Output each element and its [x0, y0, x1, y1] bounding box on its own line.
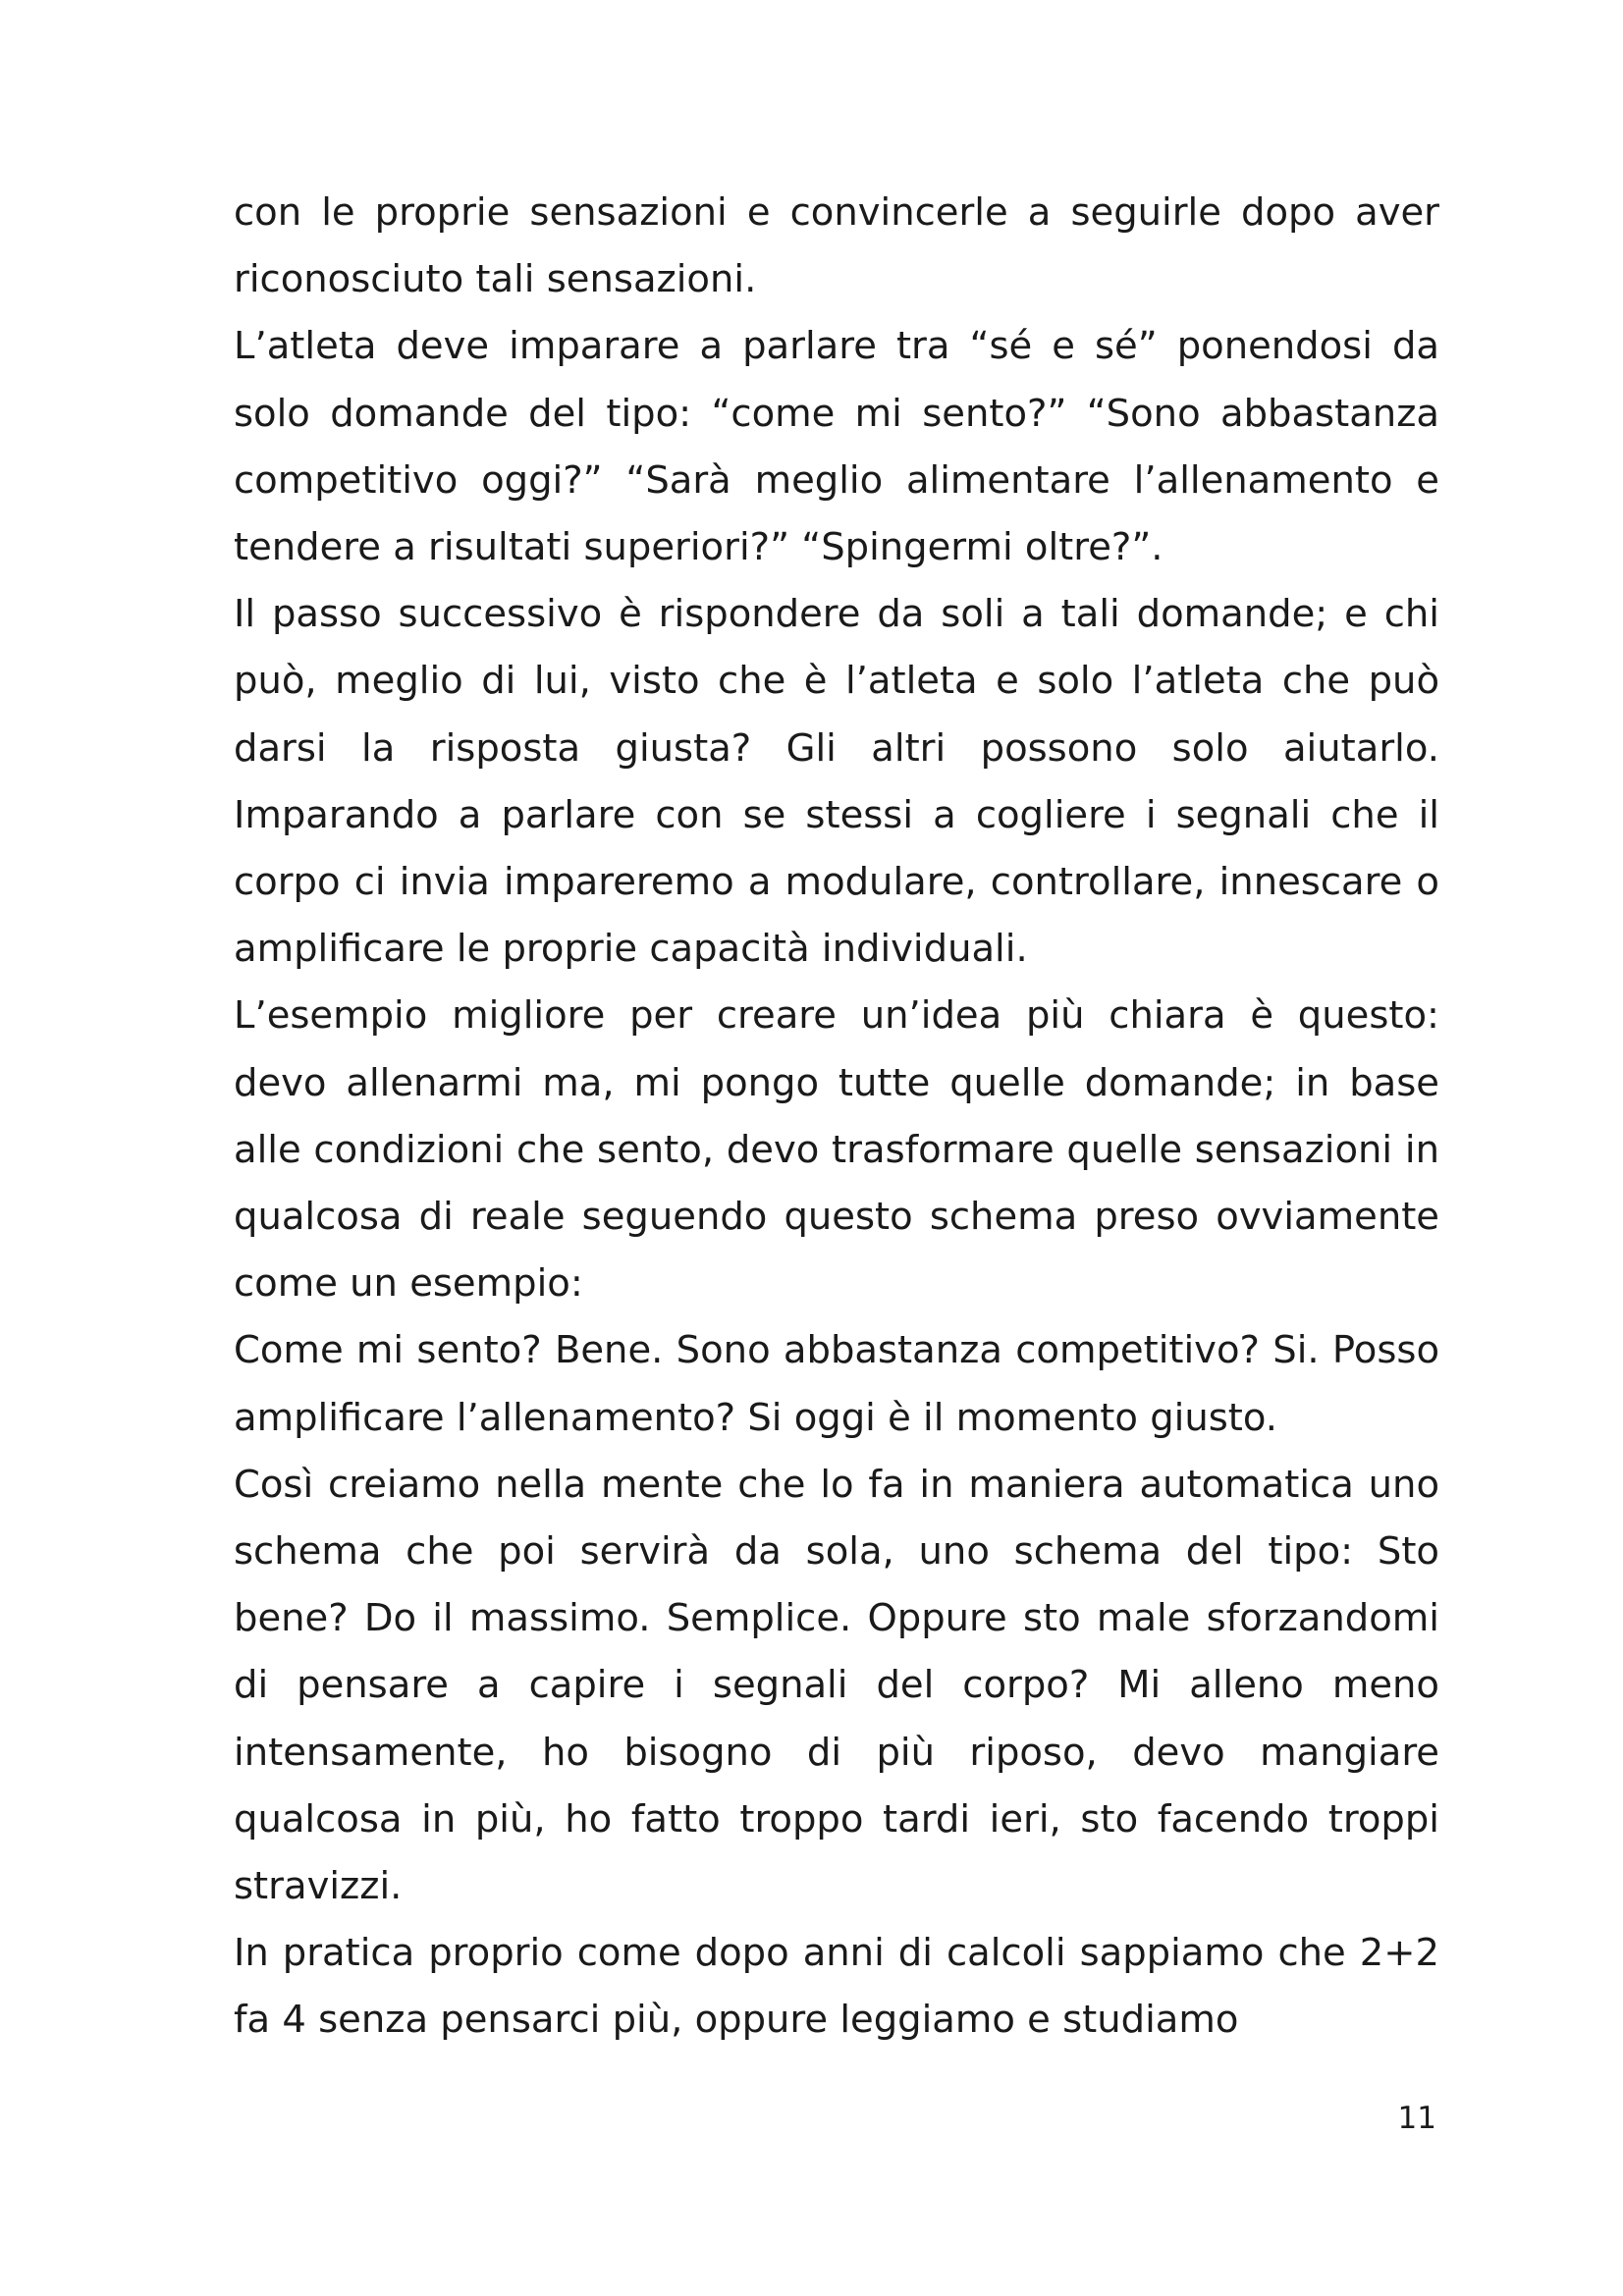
- paragraph-7: In pratica proprio come dopo anni di calcoli sappiamo che 2+2 fa 4 senza pensarci più, oppure leggiamo e studiamo: [234, 1931, 1439, 2043]
- page-number: 11: [1397, 2101, 1436, 2136]
- page-body: [234, 180, 1439, 2055]
- paragraph-1: con le proprie sensazioni e convincerle a seguirle dopo aver riconosciuto tali sensazioni.: [234, 190, 1439, 302]
- paragraph-4: L’esempio migliore per creare un’idea più chiara è questo: devo allenarmi ma, mi pongo tutte quelle domande; in base alle condizioni che sento, devo trasformare quelle sensazioni in qualcosa di reale seguendo questo schema preso ovviamente come un esempio:: [234, 993, 1439, 1307]
- paragraph-3: Il passo successivo è rispondere da soli a tali domande; e chi può, meglio di lui, visto che è l’atleta e solo l’atleta che può darsi la risposta giusta? Gli altri possono solo aiutarlo. Imparando a parlare con se stessi a cogliere i segnali che il corpo ci invia impareremo a modulare, controllare, innescare o amplificare le proprie capacità individuali.: [234, 592, 1439, 972]
- paragraph-5: Come mi sento? Bene. Sono abbastanza competitivo? Si. Posso amplificare l’allenamento? Si oggi è il momento giusto.: [234, 1328, 1439, 1440]
- paragraph-2: L’atleta deve imparare a parlare tra “sé e sé” ponendosi da solo domande del tipo: “come mi sento?” “Sono abbastanza competitivo oggi?” “Sarà meglio alimentare l’allenamento e tendere a risultati superiori?” “Spingermi oltre?”.: [234, 324, 1439, 570]
- paragraph-6: Così creiamo nella mente che lo fa in maniera automatica uno schema che poi servirà da sola, uno schema del tipo: Sto bene? Do il massimo. Semplice. Oppure sto male sforzandomi di pensare a capire i segnali del corpo? Mi alleno meno intensamente, ho bisogno di più riposo, devo mangiare qualcosa in più, ho fatto troppo tardi ieri, sto facendo troppi stravizzi.: [234, 1462, 1439, 1909]
